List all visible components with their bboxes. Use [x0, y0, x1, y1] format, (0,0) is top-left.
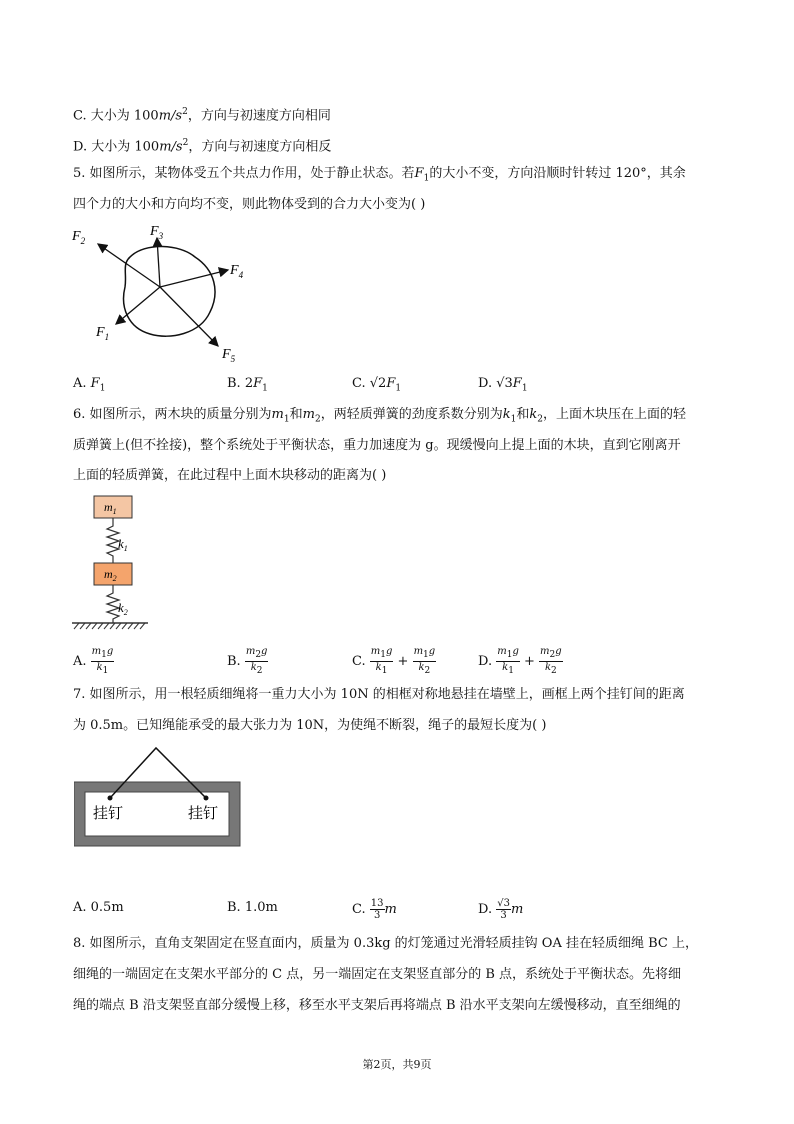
q5-stem-line2: 四个力的大小和方向均不变，则此物体受到的合力大小变为( ) — [73, 197, 426, 212]
force-f1-arrow — [116, 287, 160, 324]
q6-spring-diagram — [70, 494, 160, 634]
q5-force-diagram — [70, 222, 260, 367]
q5-option-d: D. $√3F_1$ — [478, 376, 528, 394]
q7-stem-line1: 7. 如图所示，用一根轻质细绳将一重力大小为 10N 的相框对称地悬挂在墙壁上，画框上两个挂钉间的距离 — [73, 687, 685, 702]
nail-left-label: 挂钉 — [93, 804, 124, 822]
q6-option-c: C. $\frac{m_1g}{k_1}$ + $\frac{m_1g}{k_2}$ — [352, 646, 436, 676]
q5-option-a: A. $F_1$ — [73, 376, 106, 394]
svg-text:m2: $m_2$ — [104, 567, 117, 583]
label-f5: $F_5$ — [222, 347, 236, 364]
q8-stem-line2: 细绳的一端固定在支架水平部分的 C 点，另一端固定在支架竖直部分的 B 点，系统处于平衡状态。先将细 — [73, 967, 682, 982]
force-f3-arrow — [157, 238, 160, 287]
q8-stem-line3: 绳的端点 B 沿支架竖直部分缓慢上移，移至水平支架后再将端点 B 沿水平支架向左缓慢移动，直至细绳的 — [73, 998, 681, 1013]
nail-right-dot — [204, 796, 209, 801]
label-f3: $F_3$ — [150, 224, 164, 241]
object-blob — [124, 246, 215, 336]
q6-option-b: B. $\frac{m_2g}{k_2}$ — [227, 646, 268, 676]
nail-left-dot — [108, 796, 113, 801]
label-f1: $F_1$ — [96, 325, 110, 342]
force-f4-arrow — [160, 270, 228, 287]
svg-text:m1: $m_1$ — [104, 500, 117, 516]
q7-option-d: D. $\frac{√3}{3}$ m — [478, 898, 524, 921]
q6-stem-line3: 上面的轻质弹簧，在此过程中上面木块移动的距离为( ) — [73, 468, 387, 483]
q7-option-a: A. 0.5m — [73, 900, 124, 915]
q6-option-d: D. $\frac{m_1g}{k_1}$ + $\frac{m_2g}{k_2}$ — [478, 646, 562, 676]
q4-option-d: D. 大小为 $100m/s^2$，方向与初速度方向相反 — [73, 138, 332, 155]
q6-stem-line1: 6. 如图所示，两木块的质量分别为$m_1$和$m_2$，两轻质弹簧的劲度系数分别为$k_1$和$k_2$，上面木块压在上面的轻 — [73, 407, 686, 425]
svg-text:k2: $k_2$ — [118, 600, 128, 617]
nail-right-label: 挂钉 — [188, 804, 219, 822]
label-f4: $F_4$ — [230, 263, 244, 280]
q7-option-b: B. 1.0m — [227, 900, 278, 915]
force-f5-arrow — [160, 287, 218, 346]
q7-stem-line2: 为 0.5m。已知绳能承受的最大张力为 10N，为使绳不断裂，绳子的最短长度为( ) — [73, 718, 547, 733]
svg-text:k1: $k_1$ — [118, 536, 128, 553]
page-footer: 第2页，共9页 — [362, 1058, 432, 1071]
force-f2-arrow — [98, 244, 160, 287]
q5-stem-line1: 5. 如图所示，某物体受五个共点力作用，处于静止状态。若$F_1$的大小不变，方向沿顺时针转过 120°，其余 — [73, 166, 686, 184]
q4-option-c: C. 大小为 $100m/s^2$，方向与初速度方向相同 — [73, 107, 331, 124]
q7-frame-diagram — [74, 744, 244, 849]
q5-option-b: B. $2F_1$ — [227, 376, 268, 394]
label-f2: $F_2$ — [72, 229, 86, 246]
q5-option-c: C. $√2F_1$ — [352, 376, 402, 394]
q6-stem-line2: 质弹簧上(但不拴接)，整个系统处于平衡状态，重力加速度为 g。现缓慢向上提上面的木块，直到它刚离开 — [73, 438, 681, 453]
q8-stem-line1: 8. 如图所示，直角支架固定在竖直面内，质量为 0.3kg 的灯笼通过光滑轻质挂钩 OA 挂在轻质细绳 BC 上， — [73, 936, 698, 951]
q6-option-a: A. $\frac{m_1g}{k_1}$ — [73, 646, 114, 676]
q7-option-c: C. $\frac{13}{3}$ m — [352, 898, 397, 921]
